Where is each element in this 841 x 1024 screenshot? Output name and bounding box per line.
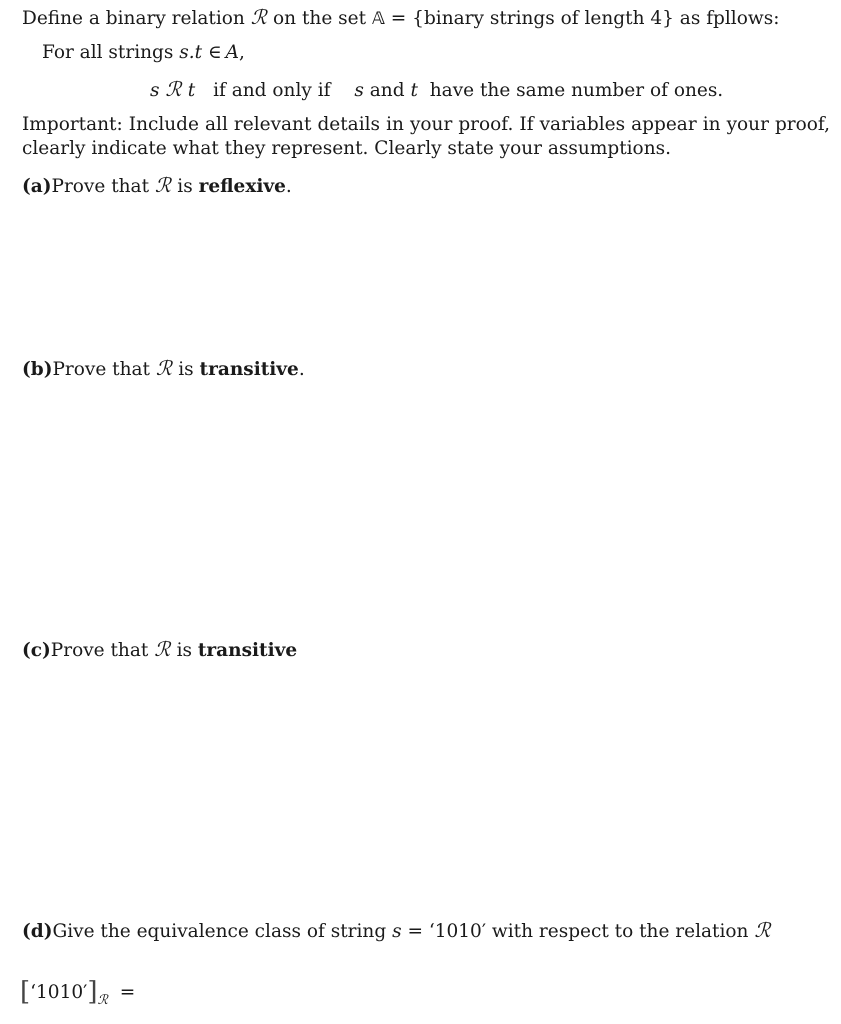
part-d-var: s bbox=[392, 921, 402, 942]
part-a-relation: ℛ bbox=[154, 173, 172, 197]
answer-value: ‘1010′ bbox=[30, 982, 88, 1003]
set-description: {binary strings of length 4} bbox=[412, 8, 674, 29]
answer-subscript: ℛ bbox=[97, 993, 108, 1008]
def-rest: have the same number of ones. bbox=[429, 80, 724, 101]
def-iff: if and only if bbox=[213, 80, 331, 101]
intro-middle: on the set bbox=[273, 8, 367, 29]
part-c-is: is bbox=[176, 640, 192, 661]
part-a-is: is bbox=[177, 176, 193, 197]
part-d bbox=[22, 918, 771, 944]
part-a bbox=[22, 173, 292, 199]
quantifier-vars: s.t bbox=[179, 42, 203, 63]
close-bracket: ] bbox=[87, 977, 98, 1007]
part-c-prefix: Prove that bbox=[50, 640, 149, 661]
part-b-is: is bbox=[178, 359, 194, 380]
part-a-prefix: Prove that bbox=[51, 176, 150, 197]
answer-equals: = bbox=[119, 982, 136, 1003]
quantifier-set: A bbox=[225, 42, 240, 63]
part-b-relation: ℛ bbox=[155, 356, 173, 380]
def-and: and bbox=[369, 80, 405, 101]
part-d-value: ‘1010′ bbox=[428, 921, 487, 942]
part-d-relation: ℛ bbox=[754, 918, 771, 942]
definition-line bbox=[150, 77, 723, 103]
element-of-symbol: ∈ bbox=[207, 42, 222, 63]
set-equals: = bbox=[390, 8, 407, 29]
def-left-s: s bbox=[150, 80, 160, 101]
part-a-property: reflexive bbox=[198, 176, 286, 197]
quantifier-text: For all strings bbox=[42, 42, 174, 63]
relation-symbol: ℛ bbox=[250, 5, 268, 29]
intro-line bbox=[22, 5, 779, 31]
def-right-t: t bbox=[410, 80, 418, 101]
def-relation: ℛ bbox=[165, 77, 182, 101]
intro-suffix: as fpllows: bbox=[679, 8, 780, 29]
part-b-property: transitive bbox=[199, 359, 299, 380]
quantifier-line bbox=[42, 41, 245, 65]
part-b bbox=[22, 356, 305, 382]
part-c-relation: ℛ bbox=[154, 637, 171, 661]
intro-prefix: Define a binary relation bbox=[22, 8, 245, 29]
part-d-prefix: Give the equivalence class of string bbox=[52, 921, 387, 942]
set-symbol: 𝔸 bbox=[371, 9, 385, 29]
instructions: Important: Include all relevant details in your proof. If variables appear in your proof, clearly indicate what they represent. Clearly state your assumptions. bbox=[22, 114, 830, 159]
def-right-s: s bbox=[354, 80, 364, 101]
part-a-label: (a) bbox=[22, 176, 52, 197]
quantifier-comma: , bbox=[239, 42, 245, 63]
part-c-property: transitive bbox=[197, 640, 298, 661]
part-d-suffix: with respect to the relation bbox=[491, 921, 749, 942]
part-d-equals: = bbox=[407, 921, 423, 942]
part-c-label: (c) bbox=[22, 640, 51, 661]
part-c bbox=[22, 637, 297, 663]
def-left-t: t bbox=[187, 80, 196, 101]
part-b-prefix: Prove that bbox=[52, 359, 150, 380]
part-d-label: (d) bbox=[22, 921, 53, 942]
part-b-end: . bbox=[298, 359, 305, 380]
answer-line bbox=[20, 978, 135, 1007]
open-bracket: [ bbox=[20, 977, 31, 1007]
part-b-label: (b) bbox=[22, 359, 53, 380]
part-a-end: . bbox=[285, 176, 292, 197]
